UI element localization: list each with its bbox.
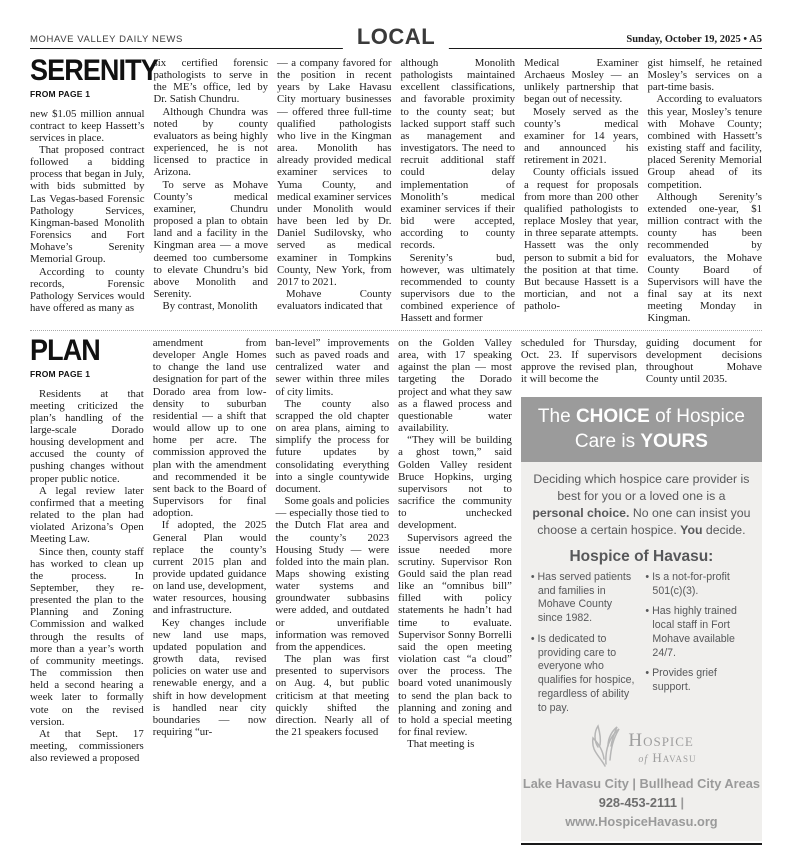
ad-bullet-columns — [521, 566, 762, 723]
ad-bullet-item: • Has highly trained local staff in Fort Mohave available 24/7. — [645, 605, 754, 660]
plan-right-span — [520, 337, 762, 829]
plan-paragraph: At that Sept. 17 meeting, commissioners also reviewed a proposed — [30, 727, 144, 765]
ad-headline-part: of Hospice Care is — [574, 405, 745, 453]
serenity-paragraph: By contrast, Monolith — [162, 300, 258, 313]
ad-bullet-item: • Is a not-for-profit 501(c)(3). — [645, 571, 754, 599]
hospice-logo-havasu: Havasu — [652, 750, 697, 766]
ad-body-part: No one can insist you choose a certain hospice. — [537, 505, 751, 537]
plan-column-6-text — [646, 337, 762, 386]
serenity-paragraph: six certified forensic pathologists to serve in the ME’s office, led by Dr. Satish Chundru. — [153, 57, 268, 106]
serenity-paragraph: new $1.05 million annual contract to keep Hassett’s services in place. — [30, 107, 145, 144]
ad-headline-choice: CHOICE — [575, 405, 650, 427]
ad-body-text — [521, 462, 762, 541]
ad-bullets-left — [531, 571, 640, 723]
ad-headline — [521, 397, 762, 462]
serenity-paragraph: County officials issued a request for proposals from more than 200 other qualified pathologists to replace Mosley that year, in three separate attempts. Hassett was the only person to submit a bid for the position at that time. But because Hassett is a mortician, and not a patholo- — [524, 166, 639, 313]
serenity-paragraph: Although Chundra was noted by county evaluators as being highly experienced, he is not licensed to practice in Arizona. — [153, 105, 268, 179]
serenity-headline-block — [30, 54, 158, 99]
serenity-paragraph: Although Serenity’s extended one-year, $1 million contract with the county has been recommended by evaluators, the Mohave County Board of Supervisors will have the final say at its next meeting Monday in Kingman. — [647, 190, 762, 325]
plan-column-5 — [521, 337, 637, 386]
serenity-column-1-text — [30, 108, 145, 315]
plan-paragraph: Since then, county staff has worked to clean up the process. In September, they re-presented the plan to the Planning and Zoning Commission and walked through the results of more than a year’s worth of community meetings. The commission then held a second hearing a week later to formally vote on the revised version. — [30, 545, 144, 728]
hospice-logo-text — [628, 731, 696, 766]
hospice-logo-line2 — [628, 750, 696, 765]
serenity-column-6 — [647, 57, 763, 325]
serenity-column-5 — [524, 57, 639, 321]
hospice-logo-icon — [586, 724, 624, 773]
serenity-column-5-text — [524, 57, 639, 312]
ad-headline-yours: YOURS — [640, 431, 708, 453]
plan-paragraph: Key changes include new land use maps, updated population and growth data, revised policies on water use and renewable energy, and a shift in how development is handled near city boundaries — now requiring “ur- — [152, 616, 267, 738]
serenity-kicker: FROM PAGE 1 — [30, 88, 91, 99]
plan-paragraph: amendment from developer Angle Homes to change the land use designation for part of the Dorado area from low-density to suburban residential — a shift that would allow up to one home per acre. The commission approved the plan with the amendment and recommended it be sent back to the Board of Supervisors for final adoption. — [152, 337, 267, 520]
plan-paragraph: The county also scrapped the old chapter on area plans, aiming to simplify the process for future updates by consolidating everything into a single countywide document. — [275, 397, 390, 495]
serenity-column-6-text — [648, 57, 763, 324]
ad-bullet-item: • Has served patients and families in Mohave County since 1982. — [531, 571, 640, 626]
plan-kicker: FROM PAGE 1 — [30, 368, 91, 379]
serenity-paragraph: Mohave County evaluators indicated that — [277, 287, 392, 313]
article-serenity — [30, 54, 762, 325]
plan-paragraph: scheduled for Thursday, Oct. 23. If supervisors approve the revised plan, it will become the — [520, 337, 637, 386]
ad-body-part: Deciding which hospice care provider is best for you or a loved one is a — [533, 471, 750, 503]
plan-column-3 — [275, 337, 389, 783]
plan-paragraph: That meeting is — [407, 738, 475, 751]
hospice-advertisement — [521, 397, 762, 841]
plan-paragraph: guiding document for development decisions throughout Mohave County until 2035. — [645, 337, 762, 386]
masthead — [30, 26, 762, 49]
ad-headline-part: The — [537, 405, 576, 427]
plan-paragraph: If adopted, the 2025 General Plan would replace the county’s current 2015 plan and provide updated guidance on land use, development, water resources, housing and infrastructure. — [152, 519, 267, 617]
ad-bullet-item: • Is dedicated to providing care to everyone who qualifies for hospice, regardless of ability to pay. — [531, 633, 640, 716]
plan-column-4-text — [398, 337, 512, 750]
ad-body-part: decide. — [702, 522, 746, 537]
plan-title: PLAN — [30, 334, 100, 367]
ad-footer — [521, 773, 762, 841]
serenity-paragraph: Mosely served as the county’s medical examiner for 14 years, and announced his retirement in 2021. — [524, 105, 639, 167]
serenity-paragraph: although Monolith pathologists maintained excellent classifications, and favorable proximity to the county seat; but lacked support staff such as management and investigators. The need to recruit additional staff could delay implementation of Monolith’s medical examiner services if their bid were accepted, according to county records. — [400, 57, 515, 252]
article-plan — [30, 334, 762, 829]
serenity-column-4-text — [401, 57, 516, 324]
ad-phone-number: 928-453-2111 — [598, 794, 677, 810]
serenity-column-2 — [154, 57, 269, 321]
hospice-logo-line1: Hospice — [628, 730, 694, 752]
plan-paragraph: A legal review later confirmed that a meeting related to the plan had violated Arizona’s Open Meeting Law. — [30, 484, 144, 546]
plan-column-2-text — [153, 337, 267, 738]
plan-paragraph: Supervisors agreed the issue needed more scrutiny. Supervisor Ron Gould said the plan read like an “omnibus bill” filled with policy statements he hadn’t had time to evaluate. Supervisor Sonny Borrelli said the open meeting violation cast “a cloud” over the process. The board voted unanimously to send the plan back to planning and zoning and to hold a special meeting for final review. — [398, 531, 512, 738]
plan-paragraph: Residents at that meeting criticized the plan’s handling of the large-scale Dorado housing development and accused the county of pushing changes without proper public notice. — [30, 387, 144, 485]
plan-column-3-text — [275, 337, 389, 738]
plan-column-2 — [153, 337, 267, 783]
plan-column-5-text — [521, 337, 637, 386]
ad-bullet-item: • Provides grief support. — [645, 667, 754, 695]
ad-body-you: You — [680, 522, 703, 537]
hospice-logo-of: of — [638, 754, 649, 766]
plan-headline-block — [30, 334, 144, 379]
plan-paragraph: Some goals and policies — especially those tied to the Dutch Flat area and the county’s 2023 Housing Study — were folded into the main plan. Maps showing existing water systems and groundwater subbasins were added, and outdated or unverifiable information was removed from the appendices. — [275, 495, 390, 653]
plan-column-1 — [30, 334, 144, 783]
plan-paragraph: The plan was first presented to supervisors on Aug. 4, but public criticism at that meeting quickly shifted the direction. Nearly all of the 21 speakers focused — [275, 653, 390, 738]
serenity-column-1 — [30, 54, 158, 321]
plan-paragraph: on the Golden Valley area, with 17 speaking against the plan — most targeting the Dorado project and what they saw as a flawed process and questionable water availability. — [398, 337, 512, 435]
serenity-column-2-text — [154, 57, 269, 312]
serenity-title: SERENITY — [30, 54, 158, 87]
story-divider — [30, 330, 762, 331]
ad-subhead: Hospice of Havasu: — [569, 547, 714, 565]
ad-website-url: www.HospiceHavasu.org — [565, 813, 718, 829]
ad-bullets-right — [645, 571, 754, 723]
serenity-paragraph: Medical Examiner Archaeus Mosley — an unlikely partnership that began out of necessity. — [524, 57, 639, 106]
plan-paragraph: ban-level” improvements such as paved roads and centralized water and sewer within three miles of city limits. — [275, 337, 390, 398]
serenity-paragraph: That proposed contract followed a bidding process that began in July, with bids submitted by Las Vegas-based Forensic Pathology Services, Kingman-based Monolith Forensics and Fort Mohave’s Serenity Memorial Group. — [30, 143, 145, 266]
serenity-column-3 — [277, 57, 392, 321]
serenity-paragraph: Serenity’s bud, however, was ultimately recommended to county supervisors due to the combined experience of Hassett and former — [400, 251, 515, 325]
plan-paragraph: “They will be building a ghost town,” said Golden Valley resident Bruce Hopkins, urging supervisors not to sacrifice the community to unchecked development. — [398, 434, 512, 532]
serenity-column-3-text — [277, 57, 392, 312]
serenity-paragraph: — a company favored for the position in recent years by Lake Havasu City mortuary businesses — offered three full-time qualified pathologists who live in the Kingman area. Monolith has already provided medical examiner services to Yuma County, and medical examiner services under Monolith would have been led by Dr. Daniel Sudilovsky, who served as medical examiner in Tompkins County, New York, from 2017 to 2021. — [277, 57, 392, 288]
serenity-paragraph: According to county records, Forensic Pathology Services would have offered as many as — [30, 265, 145, 314]
serenity-column-4 — [400, 57, 516, 325]
ad-service-areas: Lake Havasu City | Bullhead City Areas — [522, 776, 760, 792]
plan-column-1-text — [30, 388, 144, 765]
hospice-logo — [521, 724, 762, 773]
ad-footer-separator: | — [676, 794, 685, 810]
serenity-paragraph: According to evaluators this year, Mosley’s tenure with Mohave County; combined with Hassett’s existing staff and facility, placed Serenity Memorial Group ahead of its competition. — [647, 93, 762, 191]
edition-date: Sunday, October 19, 2025 • A5 — [626, 34, 762, 45]
newspaper-name: MOHAVE VALLEY DAILY NEWS — [30, 34, 183, 45]
serenity-paragraph: To serve as Mohave County’s medical examiner, Chundru proposed a plan to obtain land and a facility in the Kingman area — a move deemed too cumbersome to elevate Chundru’s bid above Monolith and Serenity. — [153, 178, 268, 300]
serenity-paragraph: gist himself, he retained Mosley’s services on a part-time basis. — [647, 57, 762, 94]
plan-column-6 — [646, 337, 762, 386]
ad-body-personal-choice: personal choice. — [532, 505, 630, 520]
section-title: LOCAL — [343, 24, 449, 50]
plan-column-4 — [398, 337, 512, 783]
plan-mini-columns — [521, 337, 762, 386]
